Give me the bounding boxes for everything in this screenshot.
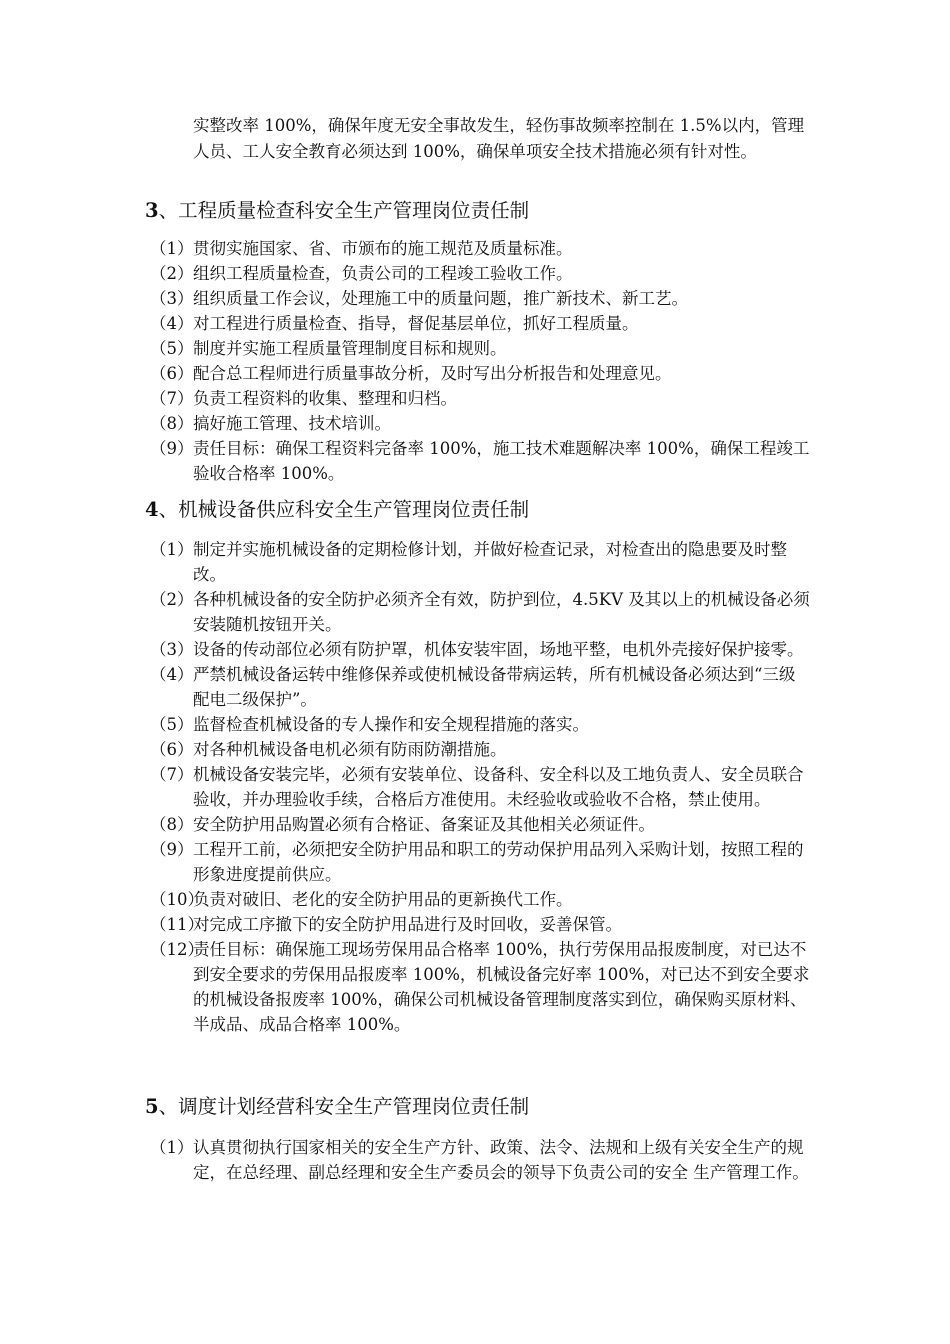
item-number: （9） xyxy=(150,439,194,458)
item-text: 安全防护用品购置必须有合格证、备案证及其他相关必须证件。 xyxy=(193,815,655,834)
item-text: 制定并实施机械设备的定期检修计划，并做好检查记录，对检查出的隐患要及时整改。 xyxy=(193,540,787,584)
list-item xyxy=(150,587,810,637)
item-number: （8） xyxy=(150,414,194,433)
item-text: 各种机械设备的安全防护必须齐全有效，防护到位，4.5KV 及其以上的机械设备必须安装随机按钮开关。 xyxy=(193,590,810,634)
list-item xyxy=(150,436,810,486)
list-item xyxy=(150,336,810,361)
item-text: 对完成工序撤下的安全防护用品进行及时回收，妥善保管。 xyxy=(193,915,622,934)
item-number: （1） xyxy=(150,239,194,258)
list-item xyxy=(150,261,810,286)
item-number: （6） xyxy=(150,364,194,383)
intro-paragraph: 实整改率 100%，确保年度无安全事故发生，轻伤事故频率控制在 1.5%以内，管理人员、工人安全教育必须达到 100%，确保单项安全技术措施必须有针对性。 xyxy=(193,116,805,161)
item-text: 认真贯彻执行国家相关的安全生产方针、政策、法令、法规和上级有关安全生产的规定，在总经理、副总经理和安全生产委员会的领导下负责公司的安全 生产管理工作。 xyxy=(193,1138,809,1182)
list-item xyxy=(150,411,810,436)
list-item xyxy=(150,737,810,762)
item-text: 组织工程质量检查，负责公司的工程竣工验收工作。 xyxy=(193,264,573,283)
item-text: 搞好施工管理、技术培训。 xyxy=(193,414,391,433)
item-text: 贯彻实施国家、省、市颁布的施工规范及质量标准。 xyxy=(193,239,573,258)
list-item xyxy=(150,361,810,386)
item-number: （3） xyxy=(150,289,194,308)
list-item xyxy=(150,662,810,712)
list-item xyxy=(150,912,810,937)
item-text: 负责对破旧、老化的安全防护用品的更新换代工作。 xyxy=(193,890,573,909)
section-title: 、工程质量检查科安全生产管理岗位责任制 xyxy=(158,199,530,222)
section-3-list xyxy=(150,236,810,486)
item-text: 责任目标：确保施工现场劳保用品合格率 100%，执行劳保用品报废制度，对已达不到安全要求的劳保用品报废率 100%，机械设备完好率 100%，对已达不到安全要求的机械设备报废率 100%，确保公司机械设备管理制度落实到位，确保购买原材料、半成品、成品合格率 100%。 xyxy=(193,940,810,1034)
list-item xyxy=(150,286,810,311)
item-number: （2） xyxy=(150,264,194,283)
item-number: （2） xyxy=(150,590,194,609)
item-text: 严禁机械设备运转中维修保养或使机械设备带病运转，所有机械设备必须达到“三级配电二级保护”。 xyxy=(193,665,796,709)
list-item xyxy=(150,311,810,336)
item-number: （5） xyxy=(150,339,194,358)
section-heading-3 xyxy=(145,197,529,225)
section-title: 、调度计划经营科安全生产管理岗位责任制 xyxy=(158,1095,530,1118)
list-item xyxy=(150,812,810,837)
list-item xyxy=(150,837,810,887)
section-number: 4 xyxy=(145,498,159,521)
section-heading-4 xyxy=(145,496,529,524)
item-number: （1） xyxy=(150,1138,194,1157)
item-text: 设备的传动部位必须有防护罩，机体安装牢固，场地平整，电机外壳接好保护接零。 xyxy=(193,640,804,659)
item-text: 制度并实施工程质量管理制度目标和规则。 xyxy=(193,339,507,358)
item-text: 负责工程资料的收集、整理和归档。 xyxy=(193,389,457,408)
item-number: （4） xyxy=(150,665,194,684)
item-number: （11） xyxy=(150,915,204,934)
section-number: 3 xyxy=(145,199,159,222)
item-text: 对工程进行质量检查、指导，督促基层单位，抓好工程质量。 xyxy=(193,314,639,333)
list-item xyxy=(150,637,810,662)
item-number: （7） xyxy=(150,765,194,784)
item-number: （1） xyxy=(150,540,194,559)
list-item xyxy=(150,762,810,812)
item-number: （6） xyxy=(150,740,194,759)
list-item xyxy=(150,236,810,261)
item-text: 对各种机械设备电机必须有防雨防潮措施。 xyxy=(193,740,507,759)
item-text: 配合总工程师进行质量事故分析，及时写出分析报告和处理意见。 xyxy=(193,364,672,383)
item-number: （3） xyxy=(150,640,194,659)
item-text: 组织质量工作会议，处理施工中的质量问题，推广新技术、新工艺。 xyxy=(193,289,688,308)
item-number: （4） xyxy=(150,314,194,333)
list-item xyxy=(150,386,810,411)
section-number: 5 xyxy=(145,1095,159,1118)
list-item xyxy=(150,537,810,587)
section-title: 、机械设备供应科安全生产管理岗位责任制 xyxy=(158,498,530,521)
item-number: （8） xyxy=(150,815,194,834)
item-number: （7） xyxy=(150,389,194,408)
list-item xyxy=(150,1135,810,1185)
list-item xyxy=(150,712,810,737)
section-5-list xyxy=(150,1135,810,1185)
item-number: （10） xyxy=(150,890,204,909)
item-text: 监督检查机械设备的专人操作和安全规程措施的落实。 xyxy=(193,715,589,734)
item-number: （5） xyxy=(150,715,194,734)
section-4-list xyxy=(150,537,810,1037)
item-text: 责任目标：确保工程资料完备率 100%，施工技术难题解决率 100%，确保工程竣工验收合格率 100%。 xyxy=(193,439,810,483)
item-text: 机械设备安装完毕，必须有安装单位、设备科、安全科以及工地负责人、安全员联合验收，并办理验收手续，合格后方准使用。未经验收或验收不合格，禁止使用。 xyxy=(193,765,804,809)
item-number: （9） xyxy=(150,840,194,859)
list-item xyxy=(150,887,810,912)
item-number: （12） xyxy=(150,940,204,959)
list-item xyxy=(150,937,810,1037)
section-heading-5 xyxy=(145,1093,529,1121)
item-text: 工程开工前，必须把安全防护用品和职工的劳动保护用品列入采购计划，按照工程的形象进度提前供应。 xyxy=(193,840,804,884)
